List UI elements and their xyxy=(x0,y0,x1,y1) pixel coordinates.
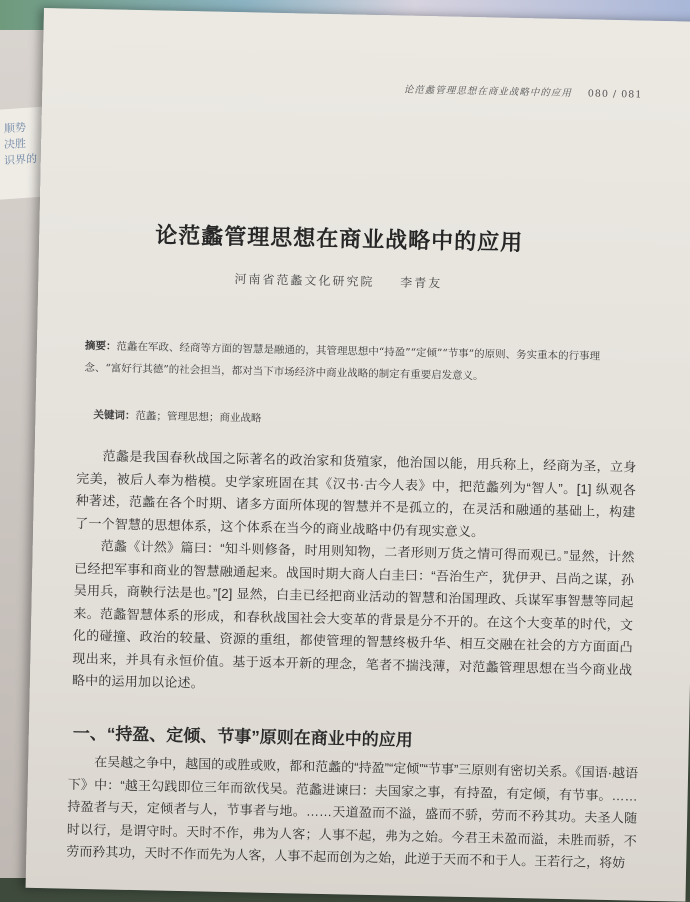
section-body xyxy=(66,751,638,875)
abstract-label: 摘要： xyxy=(84,339,117,353)
abstract-text: 范蠡在军政、经商等方面的智慧是融通的，其管理思想中“持盈”“定倾”“节事”的原则、务实重本的行事理念、“富好行其德”的社会担当，都对当下市场经济中商业战略的制定有重要启发意义。 xyxy=(84,340,601,383)
author-organization: 河南省范蠡文化研究院 xyxy=(234,272,375,289)
running-head-title: 论范蠡管理思想在商业战略中的应用 xyxy=(403,84,572,100)
article-body xyxy=(72,445,637,704)
running-head xyxy=(372,81,642,101)
keywords-text: 范蠡；管理思想；商业战略 xyxy=(135,410,262,425)
previous-page-fragment: 顺势 决胜 识界的 xyxy=(4,120,37,168)
body-paragraph: 范蠡《计然》篇曰：“知斗则修备，时用则知物，二者形则万货之情可得而观已。”显然，计然已经把军事和商业的智慧融通起来。战国时期大商人白圭曰：“吾治生产，犹伊尹、吕尚之谋，孙吴用兵，商鞅行法是也。”[2] 显然，白圭已经把商业活动的智慧和治国理政、兵谋军事智慧等同起来。范蠡智慧体系的形成，和春秋战国社会大变革的背景是分不开的。在这个大变革的时代，文化的碰撞、政治的较量、资源的重组，都使管理的智慧终极升华、相互交融在社会的方方面面凸现出来，并具有永恒价值。基于返本开新的理念，笔者不揣浅薄，对范蠡管理思想在当今商业战略中的运用加以论述。 xyxy=(71,538,635,691)
book-page xyxy=(26,8,690,902)
section-paragraph: 在吴越之争中，越国的或胜或败，都和范蠡的“持盈”“定倾”“节事”三原则有密切关系。《国语·越语下》中：“越王勾践即位三年而欲伐吴。范蠡进谏曰：夫国家之事，有持盈，有定倾，有节事。……持盈者与天，定倾者与人，节事者与地。……天道盈而不溢，盛而不骄，劳而不矜其功。夫圣人随时以行，是谓守时。天时不作，弗为人客；人事不起，弗为之始。今君王未盈而溢，未胜而骄，不劳而矜其功，天时不作而先为人客，人事不起而创为之始，此逆于天而不和于人。王若行之，将妨 xyxy=(66,754,639,871)
keywords-label: 关键词： xyxy=(93,409,136,423)
keywords xyxy=(93,407,623,433)
page-number: 080 / 081 xyxy=(587,88,643,101)
body-paragraph: 范蠡是我国春秋战国之际著名的政治家和货殖家，他治国以能，用兵称上，经商为圣，立身完美，被后人奉为楷模。史学家班固在其《汉书·古今人表》中，把范蠡列为“智人”。[1] 纵观各种著述，范蠡在各个时期、诸多方面所体现的智慧并不是孤立的，在灵活和融通的基础上，构建了一个智慧的思想体系，这个体系在当今的商业战略中仍有现实意义。 xyxy=(75,448,637,539)
byline xyxy=(38,266,638,296)
abstract xyxy=(84,335,625,390)
section-heading: 一、“持盈、定倾、节事”原则在商业中的应用 xyxy=(72,723,413,750)
author-name: 李青友 xyxy=(400,275,443,291)
article-title: 论范蠡管理思想在商业战略中的应用 xyxy=(154,222,524,257)
